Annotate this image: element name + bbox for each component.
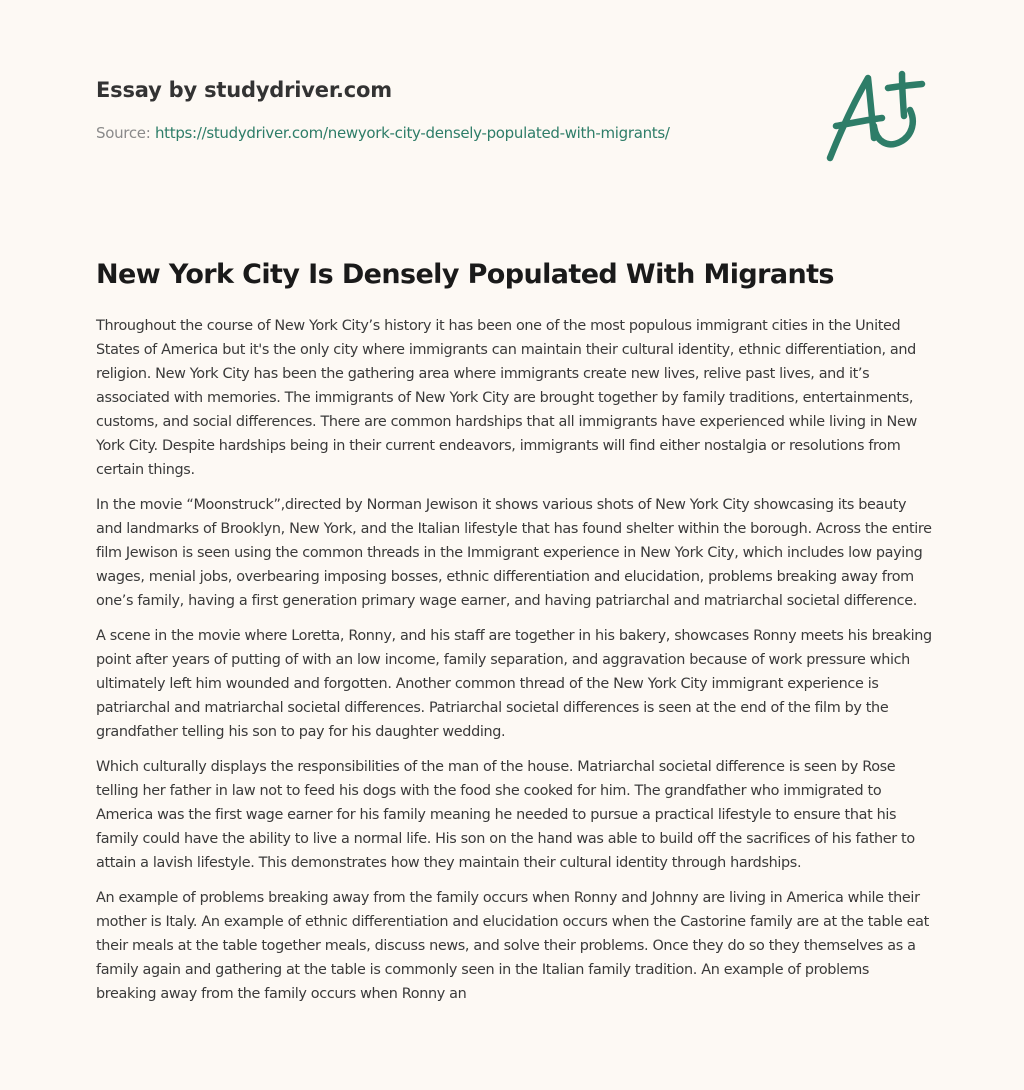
paragraph: Throughout the course of New York City’s history it has been one of the most populous immigrant cities in the United States of America but it's the only city where immigrants can maintain their cultural identity, ethnic differentiation, and religion. New York City has been the gathering area where immigrants create new lives, relive past lives, and it’s associated with memories. The immigrants of New York City are brought together by family traditions, entertainments, customs, and social differences. There are common hardships that all immigrants have experienced while living in New York City. Despite hardships being in their current endeavors, immigrants will find either nostalgia or resolutions from certain things. [96, 318, 917, 478]
paragraph: Which culturally displays the responsibilities of the man of the house. Matriarchal societal difference is seen by Rose telling her father in law not to feed his dogs with the food she cooked for him. The grandfather who immigrated to America was the first wage earner for his family meaning he needed to pursue a practical lifestyle to ensure that his family could have the ability to live a normal life. His son on the hand was able to build off the sacrifices of his father to attain a lavish lifestyle. This demonstrates how they maintain their cultural identity through hardships. [96, 759, 915, 871]
essay-body [96, 314, 932, 1017]
a-plus-grade-icon [822, 66, 932, 166]
essay-title: New York City Is Densely Populated With Migrants [96, 259, 834, 290]
essay-header [96, 76, 796, 143]
source-label: Source: [96, 124, 155, 142]
paragraph: In the movie “Moonstruck”,directed by Norman Jewison it shows various shots of New York City showcasing its beauty and landmarks of Brooklyn, New York, and the Italian lifestyle that has found shelter within the borough. Across the entire film Jewison is seen using the common threads in the Immigrant experience in New York City, which includes low paying wages, menial jobs, overbearing imposing bosses, ethnic differentiation and elucidation, problems breaking away from one’s family, having a first generation primary wage earner, and having patriarchal and matriarchal societal difference. [96, 497, 932, 609]
brand-title: Essay by studydriver.com [96, 78, 392, 102]
paragraph: An example of problems breaking away from the family occurs when Ronny and Johnny are living in America while their mother is Italy. An example of ethnic differentiation and elucidation occurs when the Castorine family are at the table eat their meals at the table together meals, discuss news, and solve their problems. Once they do so they themselves as a family again and gathering at the table is commonly seen in the Italian family tradition. An example of problems breaking away from the family occurs when Ronny an [96, 890, 929, 1002]
source-link[interactable]: https://studydriver.com/newyork-city-densely-populated-with-migrants/ [154, 124, 670, 142]
source-line [96, 123, 796, 143]
paragraph: A scene in the movie where Loretta, Ronny, and his staff are together in his bakery, showcases Ronny meets his breaking point after years of putting of with an low income, family separation, and aggravation because of work pressure which ultimately left him wounded and forgotten. Another common thread of the New York City immigrant experience is patriarchal and matriarchal societal differences. Patriarchal societal differences is seen at the end of the film by the grandfather telling his son to pay for his daughter wedding. [96, 628, 932, 740]
